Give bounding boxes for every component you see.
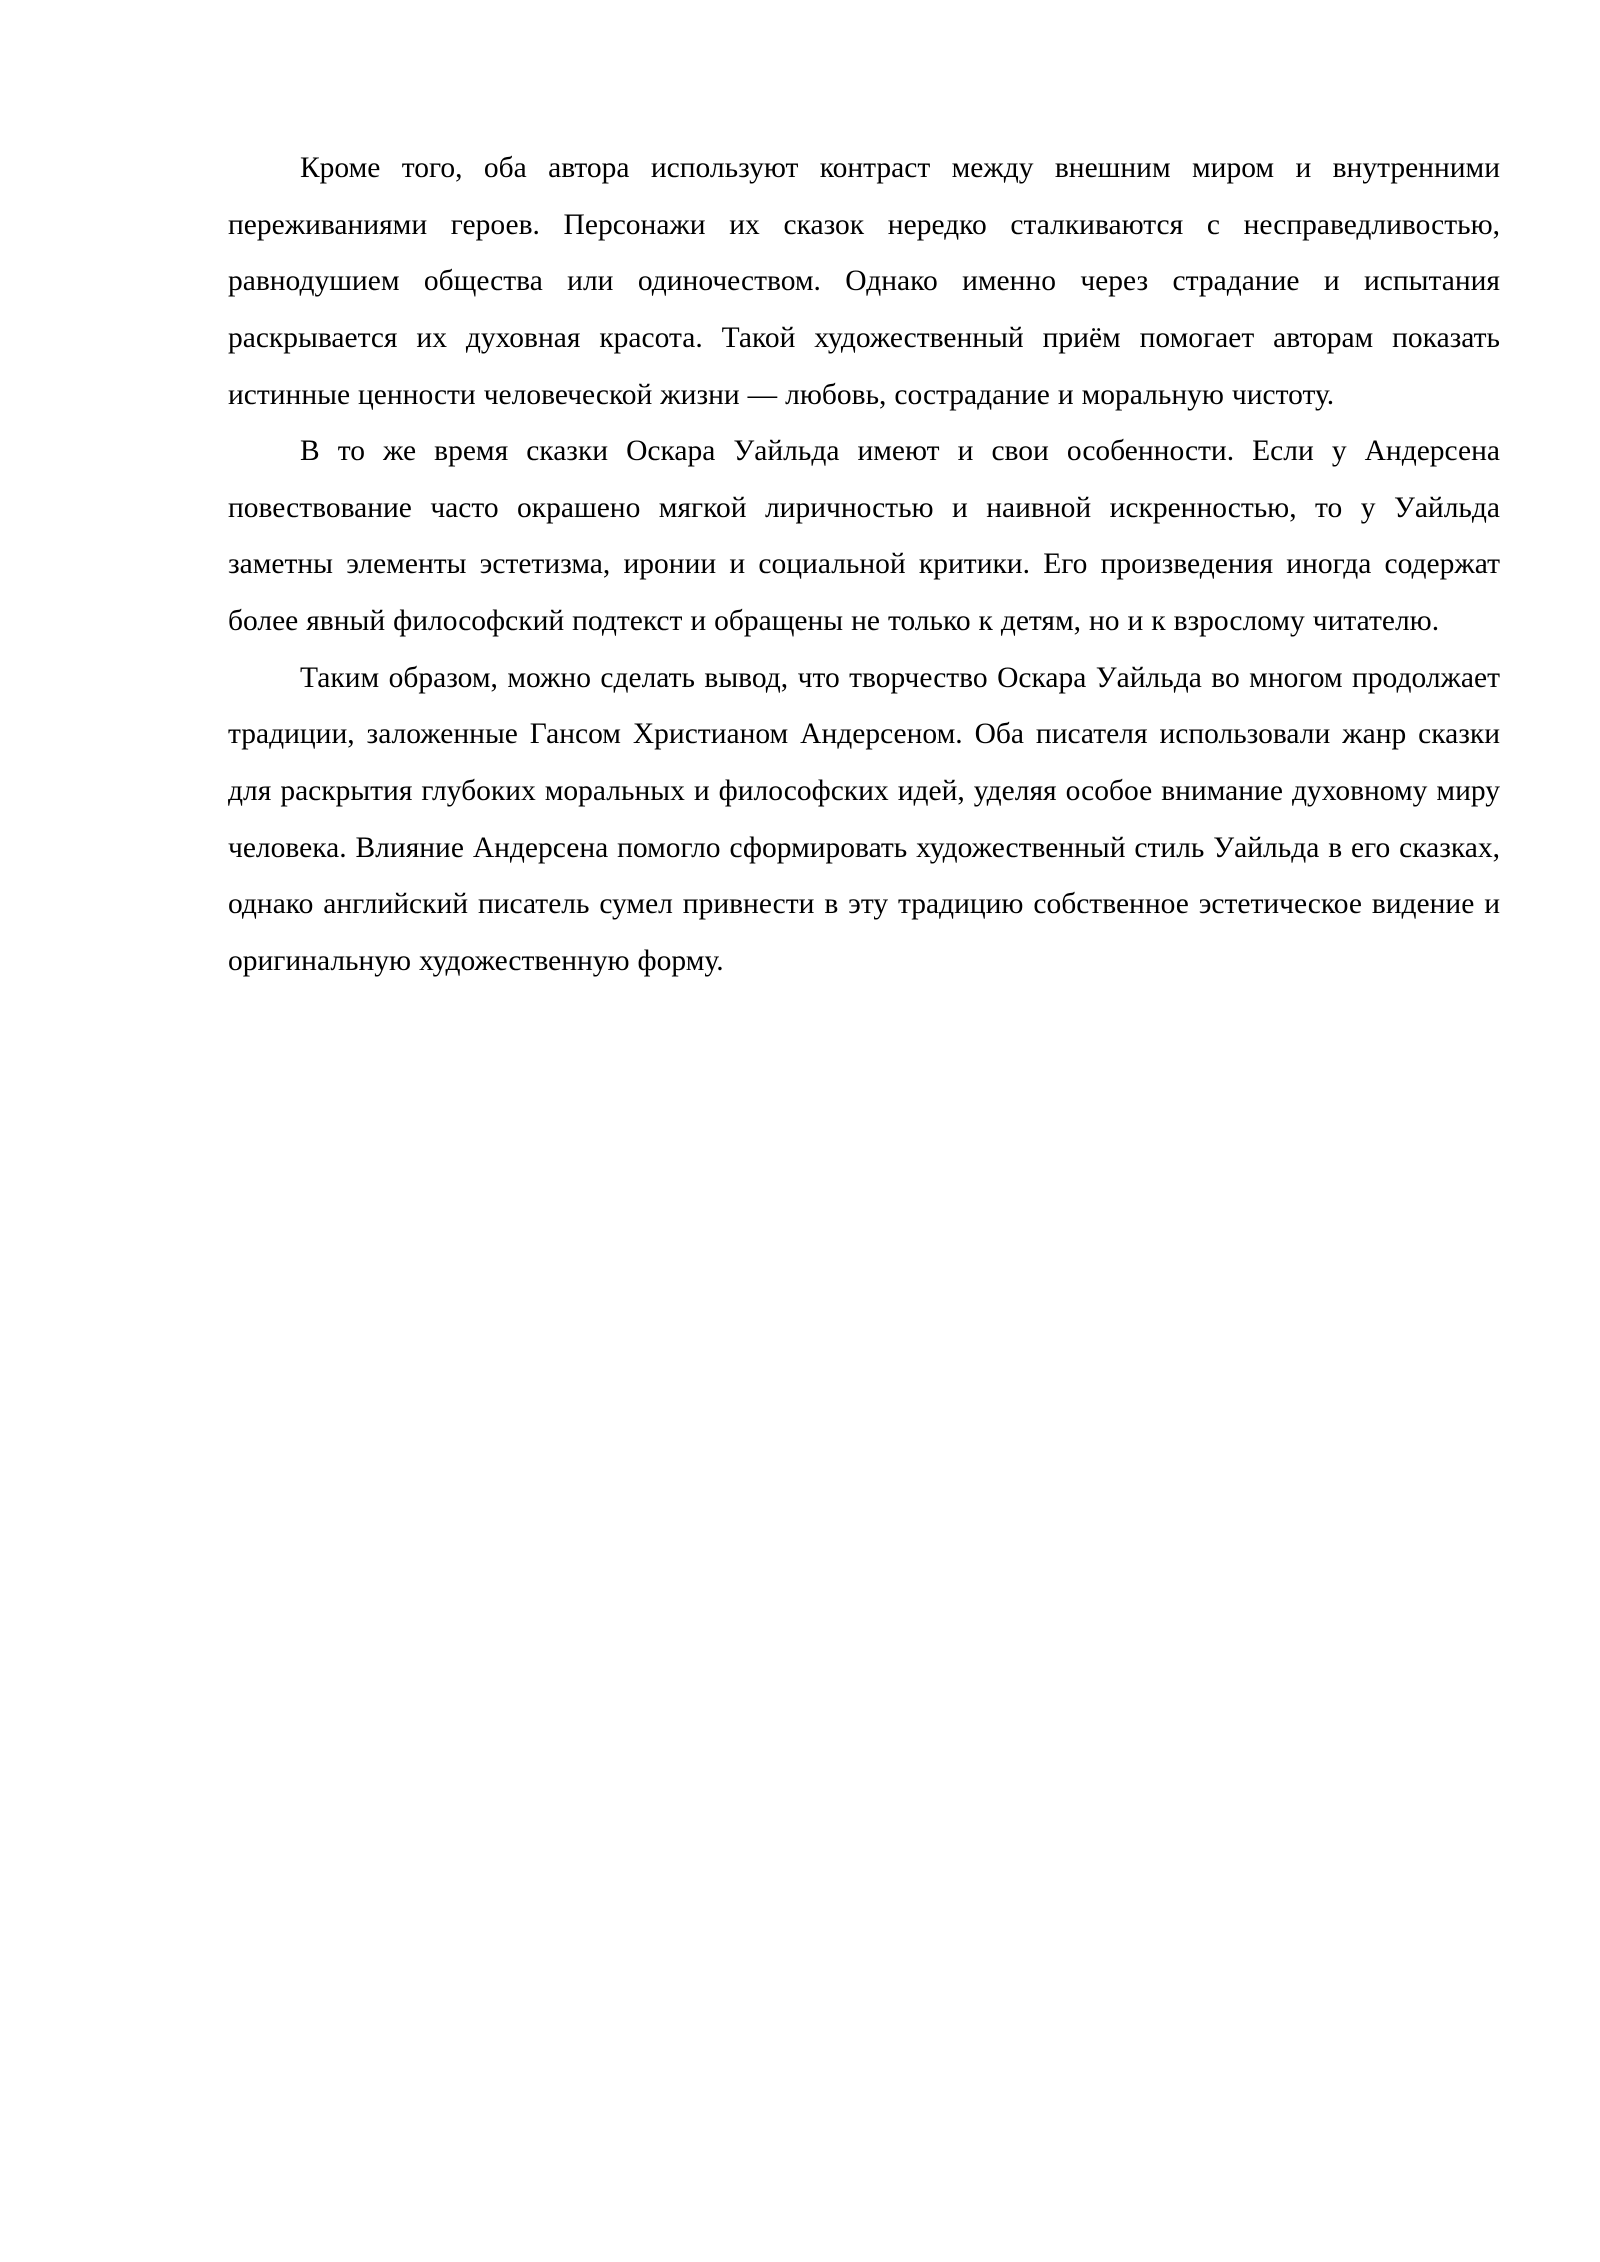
document-body bbox=[228, 140, 1500, 989]
paragraph-3: Таким образом, можно сделать вывод, что творчество Оскара Уайльда во многом продолжает традиции, заложенные Гансом Христианом Андерсеном. Оба писателя использовали жанр сказки для раскрытия глубоких моральных и философских идей, уделяя особое внимание духовному миру человека. Влияние Андерсена помогло сформировать художественный стиль Уайльда в его сказках, однако английский писатель сумел привнести в эту традицию собственное эстетическое видение и оригинальную художественную форму. bbox=[228, 661, 1500, 977]
paragraph-2: В то же время сказки Оскара Уайльда имеют и свои особенности. Если у Андерсена повествование часто окрашено мягкой лиричностью и наивной искренностью, то у Уайльда заметны элементы эстетизма, иронии и социальной критики. Его произведения иногда содержат более явный философский подтекст и обращены не только к детям, но и к взрослому читателю. bbox=[228, 435, 1500, 637]
paragraph-1: Кроме того, оба автора используют контраст между внешним миром и внутренними переживаниями героев. Персонажи их сказок нередко сталкиваются с несправедливостью, равнодушием общества или одиночеством. Однако именно через страдание и испытания раскрывается их духовная красота. Такой художественный приём помогает авторам показать истинные ценности человеческой жизни — любовь, сострадание и моральную чистоту. bbox=[228, 152, 1500, 411]
